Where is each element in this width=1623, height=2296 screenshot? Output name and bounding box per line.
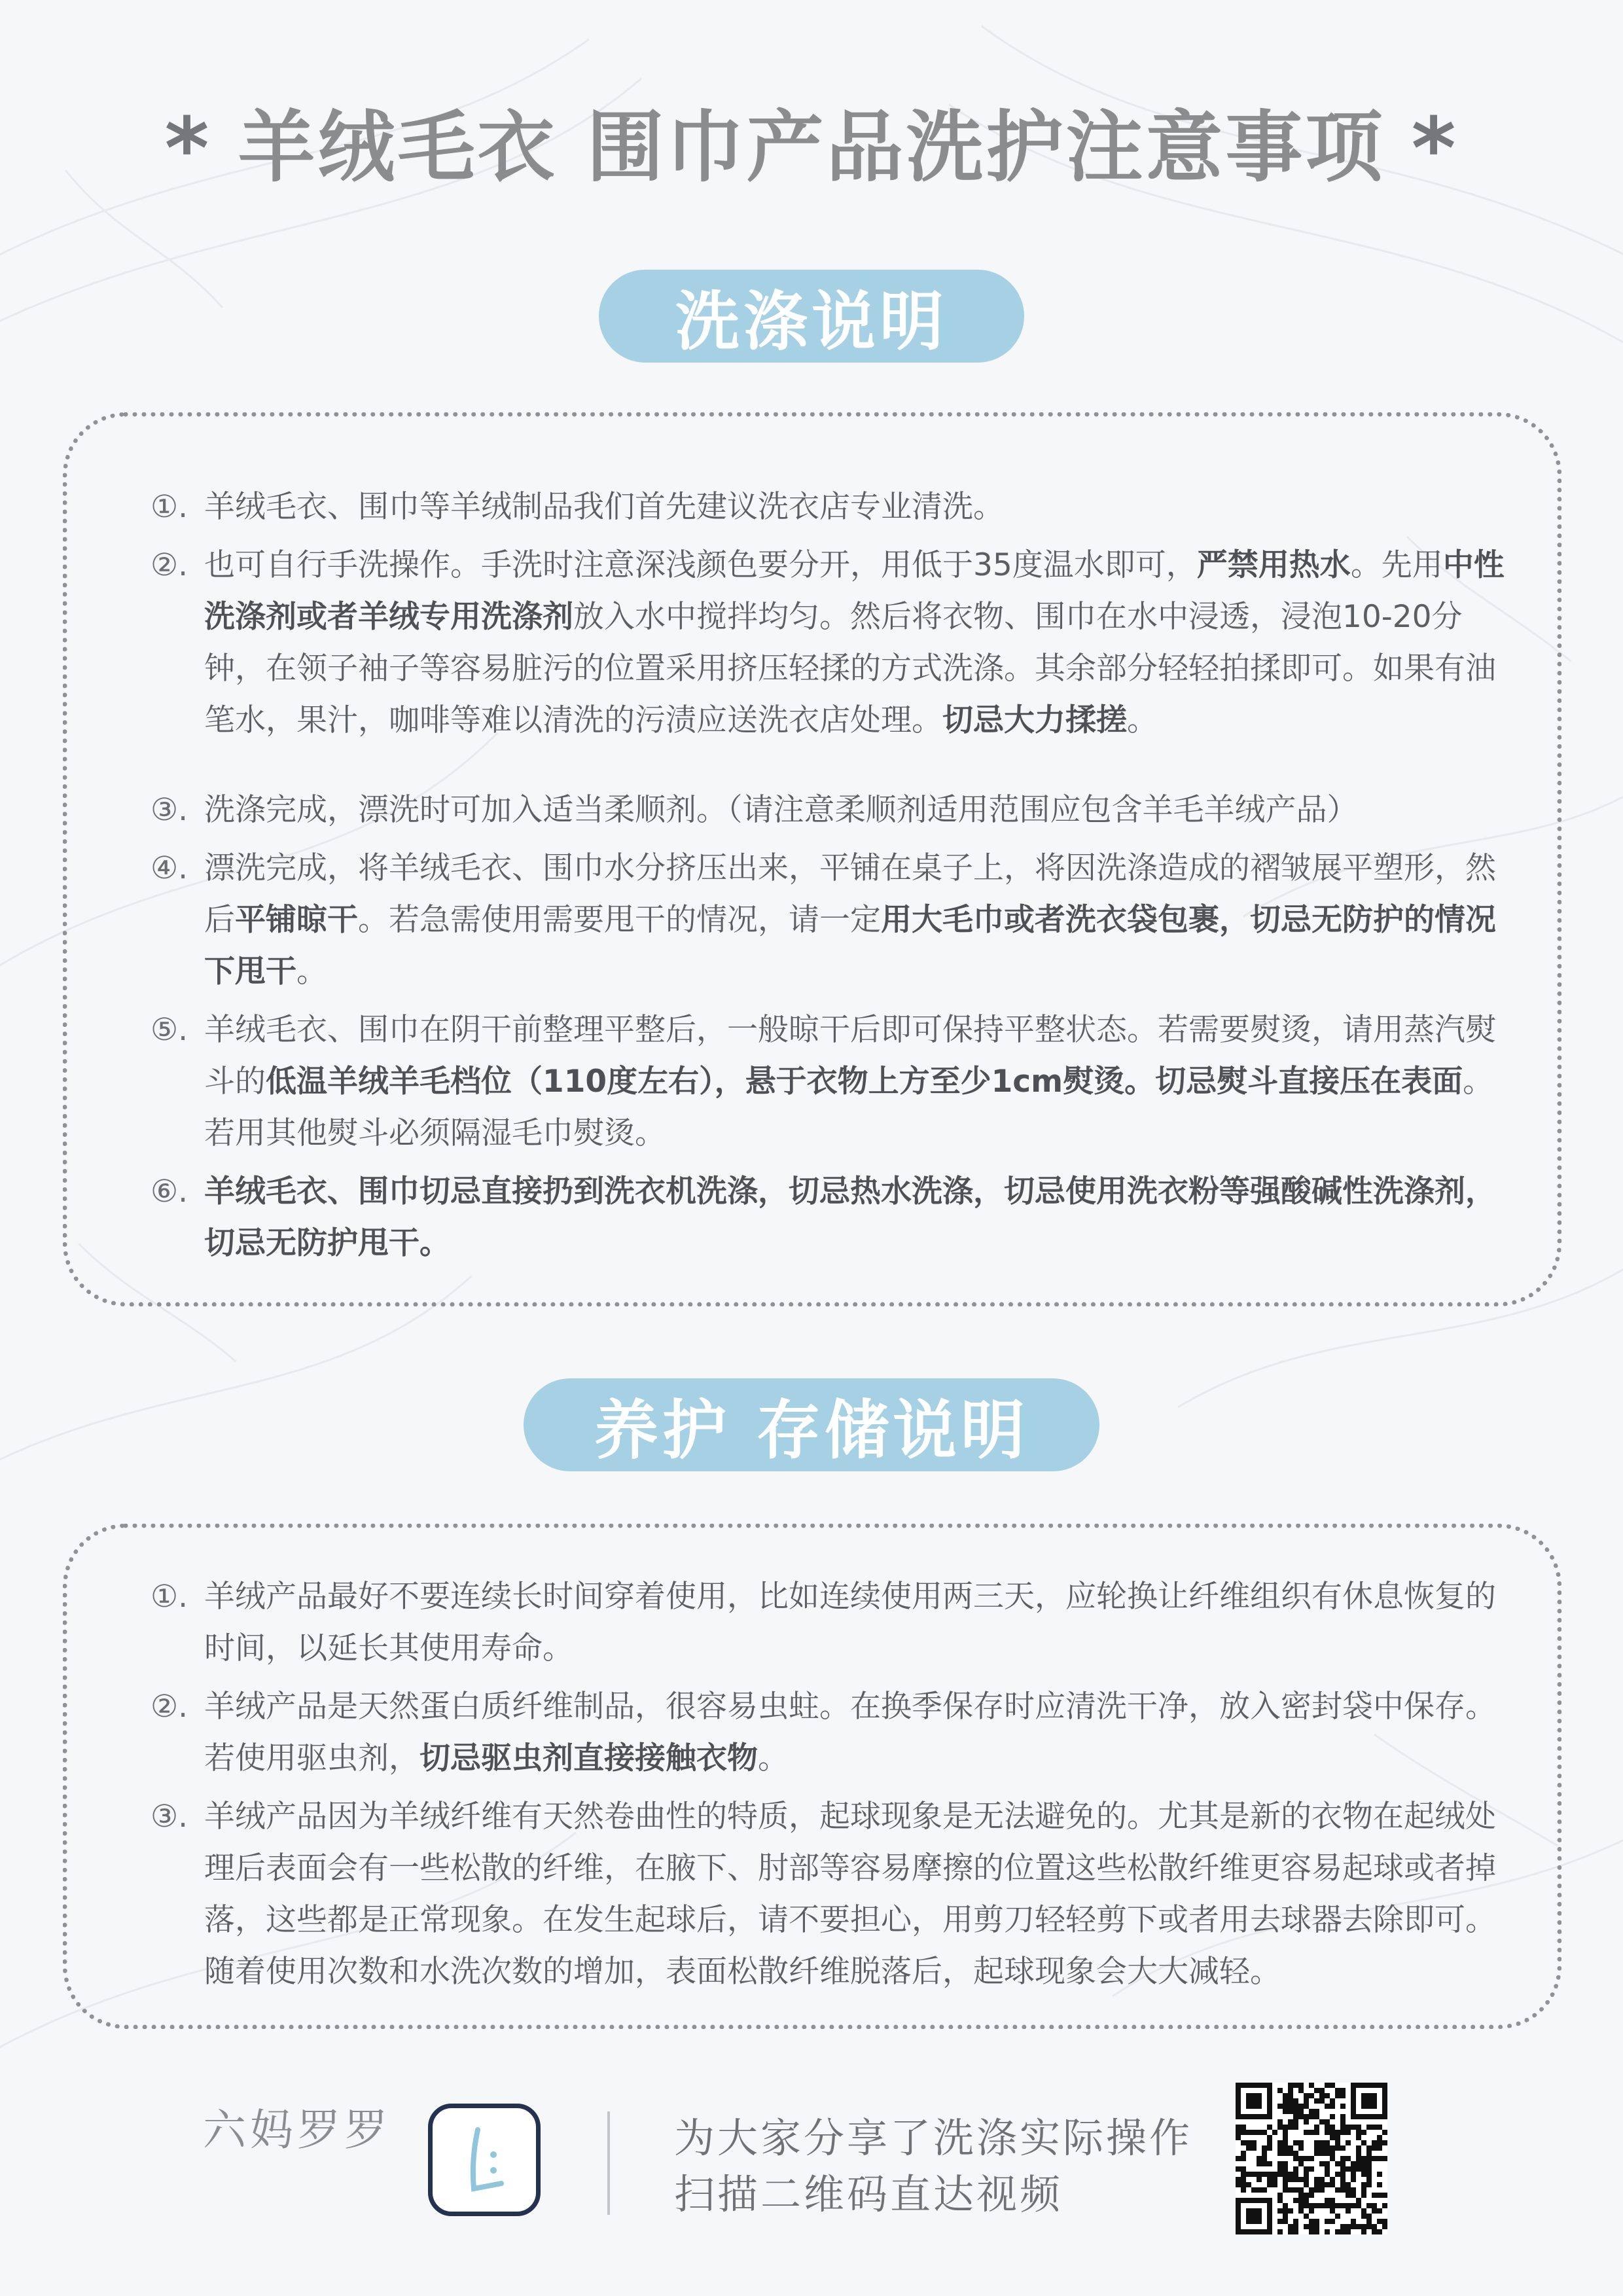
item-text: 羊绒毛衣、围巾等羊绒制品我们首先建议洗衣店专业清洗。 — [204, 489, 1004, 525]
wash-item-4 — [151, 842, 1512, 997]
wash-heading-label: 洗涤说明 — [675, 284, 948, 359]
wash-item-6 — [151, 1166, 1512, 1269]
item-number: ④. — [151, 850, 188, 886]
item-text: 羊绒产品最好不要连续长时间穿着使用，比如连续使用两三天，应轮换让纤维组织有休息恢复的时间，以延长其使用寿命。 — [204, 1579, 1496, 1666]
item-text: 。先用 — [1350, 547, 1443, 583]
item-text-emphasis: 严禁用热水 — [1196, 547, 1351, 583]
item-text-emphasis: 羊绒毛衣、围巾切忌直接扔到洗衣机洗涤，切忌热水洗涤，切忌使用洗衣粉等强酸碱性洗涤剂，切忌无防护甩干。 — [204, 1174, 1496, 1261]
care-item-3 — [151, 1791, 1512, 1998]
item-number: ③. — [151, 792, 188, 828]
item-number: ②. — [151, 1689, 188, 1725]
item-text: 放入水中搅拌均匀。然后将衣物、围巾在水中浸透，浸泡10-20分钟，在领子袖子等容易脏污的位置采用挤压轻揉的方式洗涤。其余部分轻轻拍揉即可。如果有油笔水，果汁，咖啡等难以清洗的污渍应送洗衣店处理。 — [204, 599, 1496, 738]
wash-item-1 — [151, 481, 1512, 533]
title-text: 羊绒毛衣 围巾产品洗护注意事项 — [238, 102, 1385, 192]
wash-item-3 — [151, 784, 1512, 836]
wash-section-heading — [599, 270, 1024, 363]
item-text: 。若急需使用需要甩干的情况，请一定 — [358, 902, 881, 938]
item-text-emphasis: 切忌驱虫剂直接接触衣物 — [419, 1740, 758, 1776]
care-heading-label: 养护 存储说明 — [594, 1393, 1029, 1468]
page-title — [0, 85, 1623, 196]
item-text: 羊绒毛衣、围巾在阴干前整理平整后，一般晾干后即可保持平整状态。若需要熨烫，请用蒸汽熨斗的 — [204, 1012, 1496, 1100]
brand-name: 六妈罗罗 — [203, 2105, 391, 2155]
item-text: 。 — [296, 954, 327, 990]
item-number: ⑤. — [151, 1012, 188, 1048]
care-section-heading — [524, 1378, 1099, 1471]
item-number: ①. — [151, 489, 188, 525]
item-number: ①. — [151, 1579, 188, 1615]
item-text-emphasis: 切忌大力揉搓 — [942, 702, 1127, 738]
promo-line-1: 为大家分享了洗涤实际操作 — [674, 2114, 1193, 2162]
item-text-emphasis: 平铺晾干 — [235, 902, 358, 938]
item-text: 洗涤完成，漂洗时可加入适当柔顺剂。（请注意柔顺剂适用范围应包含羊毛羊绒产品） — [204, 792, 1358, 828]
item-text: 。 — [1127, 702, 1158, 738]
item-text: 漂洗完成，将羊绒毛衣、围巾水分挤压出来，平铺在桌子上，将因洗涤造成的褶皱展平塑形，然后 — [204, 850, 1496, 938]
wash-item-2 — [151, 539, 1512, 746]
item-text: 也可自行手洗操作。手洗时注意深浅颜色要分开，用低于35度温水即可， — [204, 547, 1197, 583]
wash-instructions-list — [151, 481, 1512, 1276]
care-instructions-list — [151, 1571, 1512, 2004]
item-number: ③. — [151, 1799, 188, 1835]
item-text: 羊绒产品是天然蛋白质纤维制品，很容易虫蛀。在换季保存时应清洗干净，放入密封袋中保存。若使用驱虫剂， — [204, 1689, 1496, 1776]
item-text-emphasis: 低温羊绒羊毛档位（110度左右），悬于衣物上方至少1cm熨烫。切忌熨斗直接压在表面 — [266, 1064, 1463, 1100]
qr-code-icon[interactable] — [1236, 2083, 1387, 2234]
item-text-emphasis: 用大毛巾或者洗衣袋包裹，切忌无防护的情况下甩干 — [204, 902, 1496, 990]
item-number: ②. — [151, 547, 188, 583]
footer-divider — [607, 2111, 610, 2215]
item-text: 。 — [758, 1740, 789, 1776]
care-item-2 — [151, 1681, 1512, 1784]
wash-item-5 — [151, 1004, 1512, 1159]
letter-l-logo-icon — [428, 2104, 541, 2216]
title-star-left: * — [164, 99, 212, 198]
care-item-1 — [151, 1571, 1512, 1674]
item-text-emphasis: 中性洗涤剂或者羊绒专用洗涤剂 — [204, 547, 1505, 635]
title-star-right: * — [1411, 99, 1459, 198]
item-number: ⑥. — [151, 1174, 188, 1210]
item-text: 。若用其他熨斗必须隔湿毛巾熨烫。 — [204, 1064, 1494, 1151]
item-text: 羊绒产品因为羊绒纤维有天然卷曲性的特质，起球现象是无法避免的。尤其是新的衣物在起绒处理后表面会有一些松散的纤维，在腋下、肘部等容易摩擦的位置这些松散纤维更容易起球或者掉落，这些都是正常现象。在发生起球后，请不要担心，用剪刀轻轻剪下或者用去球器去除即可。随着使用次数和水洗次数的增加，表面松散纤维脱落后，起球现象会大大减轻。 — [204, 1799, 1496, 1990]
promo-line-2: 扫描二维码直达视频 — [674, 2170, 1063, 2218]
